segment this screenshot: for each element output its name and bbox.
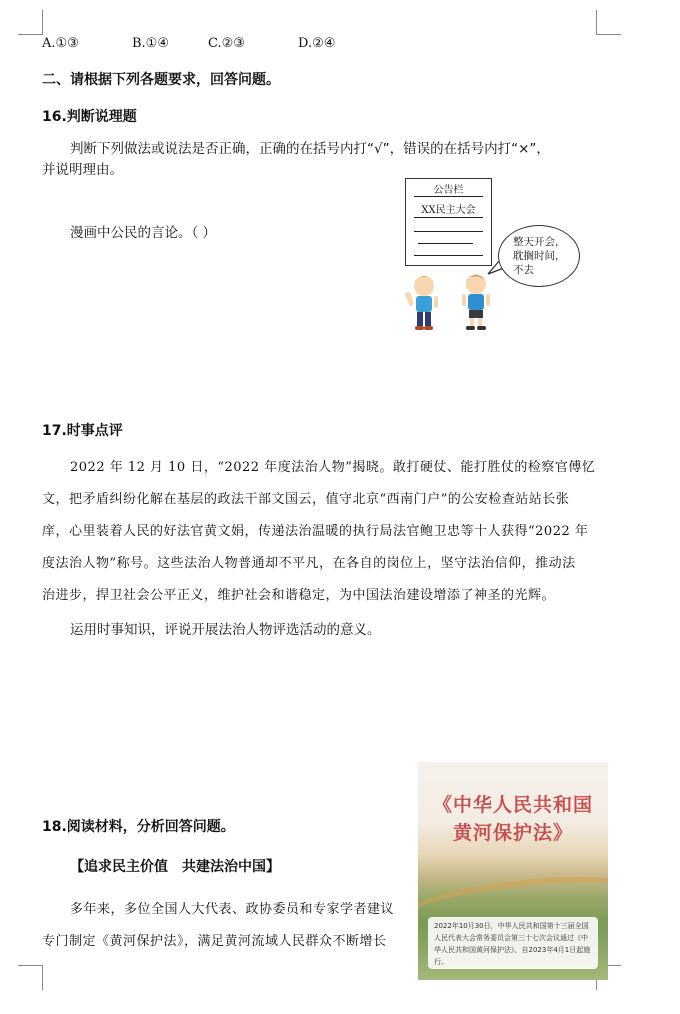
q16-title: 16.判断说理题 — [42, 109, 137, 125]
q17-paragraph — [42, 452, 612, 612]
poster-note: 2022年10月30日，中华人民共和国第十三届全国人民代表大会常务委员会第三十七次会议通过《中华人民共和国黄河保护法》，自2023年4月1日起施行。 — [428, 917, 598, 969]
option-c: C.②③ — [208, 36, 245, 51]
q18-subtitle: 【追求民主价值 共建法治中国】 — [70, 859, 280, 875]
q16-instruction-line2: 并说明理由。 — [42, 162, 123, 178]
bubble-line-1: 整天开会， — [513, 236, 566, 248]
crop-mark-top-left — [18, 10, 43, 35]
q17-line-3: 庠，心里装着人民的好法官黄文娟，传递法治温暖的执行局法官鲍卫忠等十人获得“2022 年 — [42, 524, 589, 539]
q18-paragraph — [42, 894, 412, 958]
q17-question: 运用时事知识，评说开展法治人物评选活动的意义。 — [70, 622, 381, 638]
poster-title-line2: 黄河保护法》 — [452, 822, 573, 844]
bubble-line-3: 不去 — [513, 264, 534, 276]
q18-line-2: 专门制定《黄河保护法》，满足黄河流域人民群众不断增长 — [42, 934, 387, 949]
notice-board — [405, 178, 492, 266]
poster-title-line1: 《中华人民共和国 — [432, 794, 593, 816]
q17-line-5: 治进步，捍卫社会公平正义，维护社会和谐稳定，为中国法治建设增添了神圣的光辉。 — [42, 588, 556, 603]
option-a: A.①③ — [42, 36, 79, 51]
q17-line-2: 文，把矛盾纠纷化解在基层的政法干部文国云，值守北京“西南门户”的公安检查站站长张 — [42, 492, 570, 507]
yellow-river-law-poster — [418, 762, 608, 980]
board-notice: XX民主大会 — [421, 205, 476, 216]
crop-mark-bottom-left — [18, 965, 43, 990]
q16-instruction-line1: 判断下列做法或说法是否正确，正确的在括号内打“√”，错误的在括号内打“×”， — [70, 141, 550, 157]
option-d: D.②④ — [298, 36, 336, 51]
bubble-line-2: 耽搁时间， — [513, 250, 566, 262]
option-b: B.①④ — [132, 36, 169, 51]
q18-line-1: 多年来，多位全国人大代表、政协委员和专家学者建议 — [70, 902, 395, 917]
q17-title: 17.时事点评 — [42, 423, 123, 439]
cartoon-children-illustration — [402, 268, 500, 334]
section-heading: 二、请根据下列各题要求，回答问题。 — [42, 72, 280, 88]
crop-mark-top-right — [596, 10, 621, 35]
q17-line-4: 度法治人物”称号。这些法治人物普通却不平凡，在各自的岗位上，坚守法治信仰，推动法 — [42, 556, 576, 571]
q16-prompt: 漫画中公民的言论。（ ） — [70, 225, 217, 241]
q18-title: 18.阅读材料，分析回答问题。 — [42, 819, 235, 835]
speech-bubble — [498, 225, 580, 287]
board-title: 公告栏 — [433, 185, 464, 196]
q17-line-1: 2022 年 12 月 10 日，“2022 年度法治人物”揭晓。敢打硬仗、能打胜仗的检察官傅忆 — [70, 460, 596, 475]
